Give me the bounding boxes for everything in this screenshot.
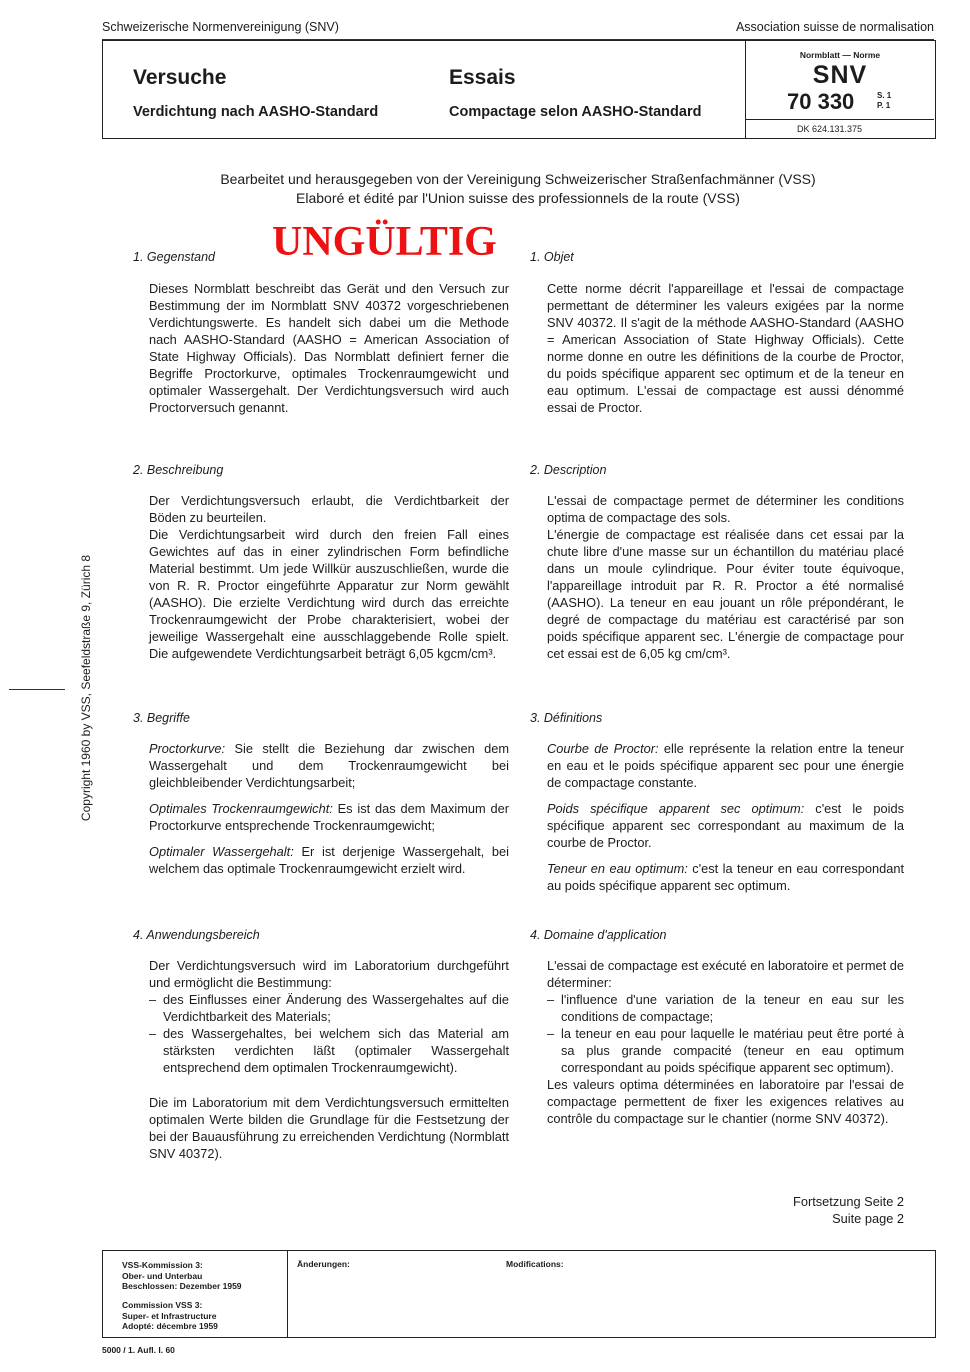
definition-optimal-dry-weight-de xyxy=(149,800,509,834)
fold-mark xyxy=(9,689,65,690)
dk-rule xyxy=(746,119,934,120)
list-item: – des Wassergehaltes, bei welchem sich das Material am stärksten verdichten läßt (optimaler Wassergehalt entsprechend dem optimalen Trockenraumgewicht). xyxy=(149,1025,509,1076)
norm-number: 70 330 xyxy=(787,89,855,114)
definition-text: Er ist derjenige Wassergehalt, bei welchem das optimale Trockenraumgewicht erzielt wird. xyxy=(149,844,509,876)
definition-optimal-dry-weight-fr xyxy=(547,800,904,851)
header-title-de: Versuche xyxy=(133,66,227,89)
committee-line: VSS-Kommission 3: xyxy=(122,1260,203,1270)
definition-term: Courbe de Proctor: xyxy=(547,741,659,756)
header-subtitle-fr: Compactage selon AASHO-Standard xyxy=(449,104,702,120)
continuation-note xyxy=(793,1193,904,1227)
header-subtitle-de: Verdichtung nach AASHO-Standard xyxy=(133,104,379,120)
section1-text-de: Dieses Normblatt beschreibt das Gerät und den Versuch zur Bestimmung der im Normblatt SNV 40372 vorgeschriebenen Verdichtungswerte. Es handelt sich dabei um die Methode nach AASHO-Standard (AASHO = American Association of State Highway Officials). Das Normblatt definiert ferner die Begriffe Proctorkurve, optimales Trockenraumgewicht und optimaler Wassergehalt. Der Verdichtungsversuch wird auch Proctorversuch genannt. xyxy=(149,281,509,415)
header-title-fr: Essais xyxy=(449,66,516,89)
section2-text-de xyxy=(149,492,509,662)
section2-p1-de: Der Verdichtungsversuch erlaubt, die Verdichtbarkeit der Böden zu beurteilen. xyxy=(149,493,509,525)
committee-line: Commission VSS 3: xyxy=(122,1300,203,1310)
continuation-de: Fortsetzung Seite 2 xyxy=(793,1194,904,1209)
section4-heading-de: 4. Anwendungsbereich xyxy=(133,928,260,942)
section2-text-fr xyxy=(547,492,904,662)
definition-proctor-curve-fr xyxy=(547,740,904,791)
footer-committee-de xyxy=(122,1260,242,1292)
section2-heading-de: 2. Beschreibung xyxy=(133,463,224,477)
definition-term: Optimaler Wassergehalt: xyxy=(149,844,294,859)
section3-heading-fr: 3. Définitions xyxy=(530,711,603,725)
section4-text-fr xyxy=(547,957,904,1127)
list-item: – l'influence d'une variation de la teneur en eau sur les conditions de compactage; xyxy=(547,991,904,1025)
section3-defs-fr xyxy=(547,740,904,894)
definition-term: Optimales Trockenraumgewicht: xyxy=(149,801,333,816)
section3-heading-de: 3. Begriffe xyxy=(133,711,190,725)
definition-text: c'est la teneur en eau correspondant au poids spécifique apparent sec optimum. xyxy=(547,861,905,893)
section4-outro-fr: Les valeurs optima déterminées en laboratoire par l'essai de compactage permettent de fixer les exigences relatives au contrôle du compactage sur le chantier (norme SNV 40372). xyxy=(547,1077,904,1126)
side-copyright: Copyright 1960 by VSS, Seefeldstraße 9, Zürich 8 xyxy=(79,554,93,822)
committee-line: Adopté: décembre 1959 xyxy=(122,1321,218,1331)
section1-heading-fr: 1. Objet xyxy=(530,250,574,264)
section2-p1-fr: L'essai de compactage permet de déterminer les conditions optima de compactage des sols. xyxy=(547,493,904,525)
committee-line: Super- et Infrastructure xyxy=(122,1310,217,1321)
section3-defs-de xyxy=(149,740,509,877)
section2-heading-fr: 2. Description xyxy=(530,463,607,477)
footer-committee-fr xyxy=(122,1300,218,1332)
page-s: S. 1 xyxy=(877,91,892,100)
definition-text: Sie stellt die Beziehung dar zwischen dem Wassergehalt und dem Trockenraumgewicht bei gleichbleibender Verdichtungsarbeit; xyxy=(149,741,509,790)
dk-number: DK 624.131.375 xyxy=(797,124,863,134)
section4-outro-de: Die im Laboratorium mit dem Verdichtungsversuch ermittelten optimalen Werte bilden die Grundlage für die Festsetzung der bei der Bauausführung zu erreichenden Verdichtung (Normblatt SNV 40372). xyxy=(149,1095,509,1161)
invalid-stamp: UNGÜLTIG xyxy=(272,219,497,265)
section1-heading-de: 1. Gegenstand xyxy=(133,250,216,264)
definition-term: Poids spécifique apparent sec optimum: xyxy=(547,801,805,816)
page-p: P. 1 xyxy=(877,101,891,110)
edited-by-fr: Elaboré et édité par l'Union suisse des professionnels de la route (VSS) xyxy=(296,190,740,206)
section4-intro-de: Der Verdichtungsversuch wird im Laboratorium durchgeführt und ermöglicht die Bestimmung: xyxy=(149,958,509,990)
continuation-fr: Suite page 2 xyxy=(832,1211,904,1226)
definition-proctor-curve-de xyxy=(149,740,509,791)
section4-list-fr xyxy=(547,991,904,1076)
section4-text-de xyxy=(149,957,509,1162)
org-name-de: Schweizerische Normenvereinigung (SNV) xyxy=(102,20,339,34)
normblatt-label: Normblatt — Norme xyxy=(799,50,881,60)
committee-line: Beschlossen: Dezember 1959 xyxy=(122,1281,242,1291)
footer-changes-de: Änderungen: xyxy=(297,1259,350,1269)
snv-label: SNV xyxy=(812,61,868,89)
list-item: – des Einflusses einer Änderung des Wassergehaltes auf die Verdichtbarkeit des Materials; xyxy=(149,991,509,1025)
footer-changes-fr: Modifications: xyxy=(506,1259,564,1269)
footer-divider xyxy=(287,1250,288,1337)
definition-text: c'est le poids spécifique apparent sec correspondant au maximum de la courbe de Proctor. xyxy=(547,801,904,850)
list-item: – la teneur en eau pour laquelle le matériau peut être porté à sa plus grande compacité (teneur en eau optimum correspondant au poids spécifique apparent sec optimum). xyxy=(547,1025,904,1076)
definition-term: Proctorkurve: xyxy=(149,741,226,756)
edited-by-de: Bearbeitet und herausgegeben von der Vereinigung Schweizerischer Straßenfachmänner (VSS) xyxy=(220,171,816,187)
org-name-fr: Association suisse de normalisation xyxy=(735,20,934,34)
committee-line: Ober- und Unterbau xyxy=(122,1270,203,1281)
definition-text: elle représente la relation entre la teneur en eau et le poids spécifique apparent sec pour une énergie de compactage constante. xyxy=(547,741,904,790)
section4-heading-fr: 4. Domaine d'application xyxy=(530,928,667,942)
section4-intro-fr: L'essai de compactage est exécuté en laboratoire et permet de déterminer: xyxy=(547,958,904,990)
section2-p2-de: Die Verdichtungsarbeit wird durch den freien Fall eines Gewichtes auf das in einer zylindrischen Form befindliche Material bestimmt. Um jede Willkür auszuschließen, wurde die von R. R. Proctor eingeführte Apparatur zur Norm gewählt (AASHO). Die erzielte Verdichtung wird durch das erreichte Trockenraumgewicht der Probe charakterisiert, wobei der jeweilige Wassergehalt eine ausschlaggebende Rolle spielt. Die aufgewendete Verdichtungsarbeit beträgt 6,05 kgcm/cm³. xyxy=(149,527,509,661)
definition-text: Es ist das dem Maximum der Proctorkurve entsprechende Trockenraumgewicht; xyxy=(149,801,509,833)
section4-list-de xyxy=(149,991,509,1076)
definition-term: Teneur en eau optimum: xyxy=(547,861,688,876)
print-info: 5000 / 1. Aufl. I. 60 xyxy=(102,1345,175,1355)
section2-p2-fr: L'énergie de compactage est réalisée dans cet essai par la chute libre d'une masse sur un échantillon du matériau placé dans un moule cylindrique. Pour éviter toute équivoque, l'appareillage introduit par R. R. Proctor a été normalisé (AASHO). La teneur en eau jouant un rôle prépondérant, le degré de compactage du matériau est caractérisé par son poids spécifique apparent sec. L'énergie de compactage pour cet essai est de 6,05 kg cm/cm³. xyxy=(547,527,904,661)
page-indicator xyxy=(877,91,891,111)
section1-text-fr: Cette norme décrit l'appareillage et l'essai de compactage permettant de déterminer les valeurs exigées par la norme SNV 40372. Il s'agit de la méthode AASHO-Standard (AASHO = American Association of State Highway Officials). Cette norme donne en outre les définitions de la courbe de Proctor, du poids spécifique apparent sec optimum et de la teneur en eau optimum. L'essai de compactage est aussi dénommé essai de Proctor. xyxy=(547,281,904,415)
definition-optimal-water-content-de xyxy=(149,843,509,877)
definition-optimal-water-content-fr xyxy=(547,860,904,894)
